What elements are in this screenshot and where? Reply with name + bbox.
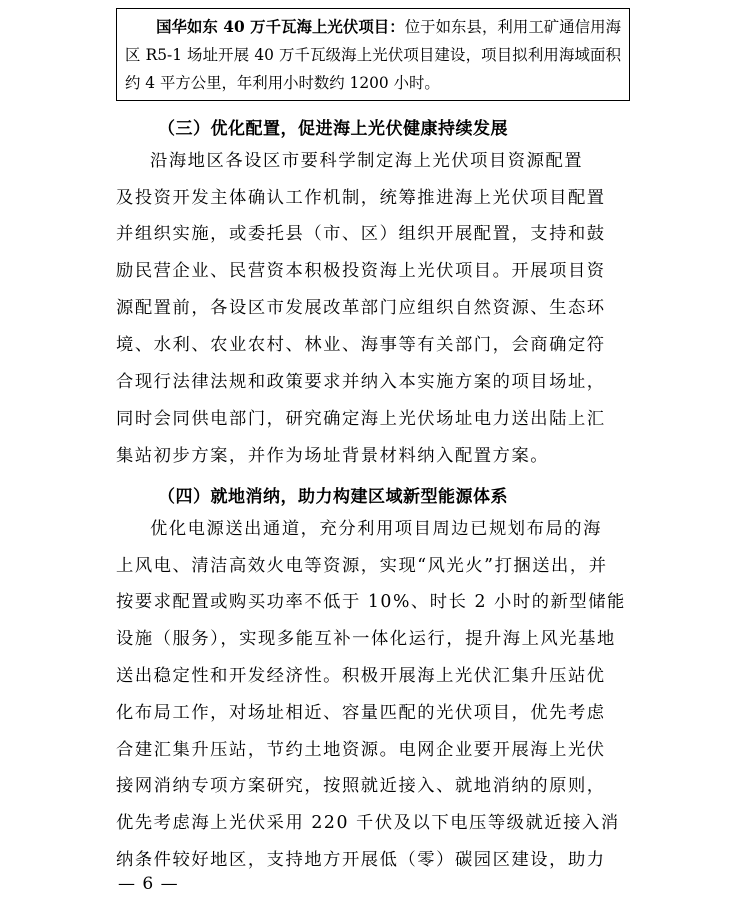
paragraph-line: 接网消纳专项方案研究，按照就近接入、就地消纳的原则， bbox=[116, 776, 606, 796]
project-name: 国华如东 40 万千瓦海上光伏项目： bbox=[156, 18, 405, 36]
paragraph-line: 集站初步方案，并作为场址背景材料纳入配置方案。 bbox=[116, 446, 550, 466]
paragraph-line: 设施（服务），实现多能互补一体化运行，提升海上风光基地 bbox=[116, 629, 616, 649]
paragraph-line: 纳条件较好地区，支持地方开展低（零）碳园区建设，助力 bbox=[116, 850, 606, 870]
paragraph-line: 送出稳定性和开发经济性。积极开展海上光伏汇集升压站优 bbox=[116, 666, 606, 686]
paragraph-line: 按要求配置或购买功率不低于 10%、时长 2 小时的新型储能 bbox=[116, 592, 626, 612]
paragraph-line: 同时会同供电部门，研究确定海上光伏场址电力送出陆上汇 bbox=[116, 409, 606, 429]
paragraph-line: 合建汇集升压站，节约土地资源。电网企业要开展海上光伏 bbox=[116, 740, 606, 760]
paragraph-line: 境、水利、农业农村、林业、海事等有关部门，会商确定符 bbox=[116, 335, 606, 355]
paragraph-line: 上风电、清洁高效火电等资源，实现“风光火”打捆送出，并 bbox=[116, 556, 608, 576]
paragraph-line: 优化电源送出通道，充分利用项目周边已规划布局的海 bbox=[150, 519, 602, 539]
paragraph-line: 沿海地区各设区市要科学制定海上光伏项目资源配置 bbox=[150, 151, 584, 171]
paragraph-line: 源配置前，各设区市发展改革部门应组织自然资源、生态环 bbox=[116, 298, 606, 318]
section-heading-3: （三）优化配置，促进海上光伏健康持续发展 bbox=[158, 119, 508, 139]
paragraph-line: 合现行法律法规和政策要求并纳入本实施方案的项目场址， bbox=[116, 372, 606, 392]
page-number: — 6 — bbox=[118, 874, 179, 894]
project-description: 位于如东县，利用工矿通信用海区 R5-1 场址开展 40 万千瓦级海上光伏项目建设，项目拟利用海域面积约 4 平方公里，年利用小时数约 1200 小时。 bbox=[125, 18, 621, 92]
paragraph-line: 并组织实施，或委托县（市、区）组织开展配置，支持和鼓 bbox=[116, 224, 606, 244]
paragraph-line: 励民营企业、民营资本积极投资海上光伏项目。开展项目资 bbox=[116, 261, 606, 281]
paragraph-line: 化布局工作，对场址相近、容量匹配的光伏项目，优先考虑 bbox=[116, 703, 606, 723]
paragraph-line: 及投资开发主体确认工作机制，统筹推进海上光伏项目配置 bbox=[116, 188, 606, 208]
section-heading-4: （四）就地消纳，助力构建区域新型能源体系 bbox=[158, 487, 508, 507]
project-info-box bbox=[116, 8, 630, 101]
paragraph-line: 优先考虑海上光伏采用 220 千伏及以下电压等级就近接入消 bbox=[116, 813, 620, 833]
